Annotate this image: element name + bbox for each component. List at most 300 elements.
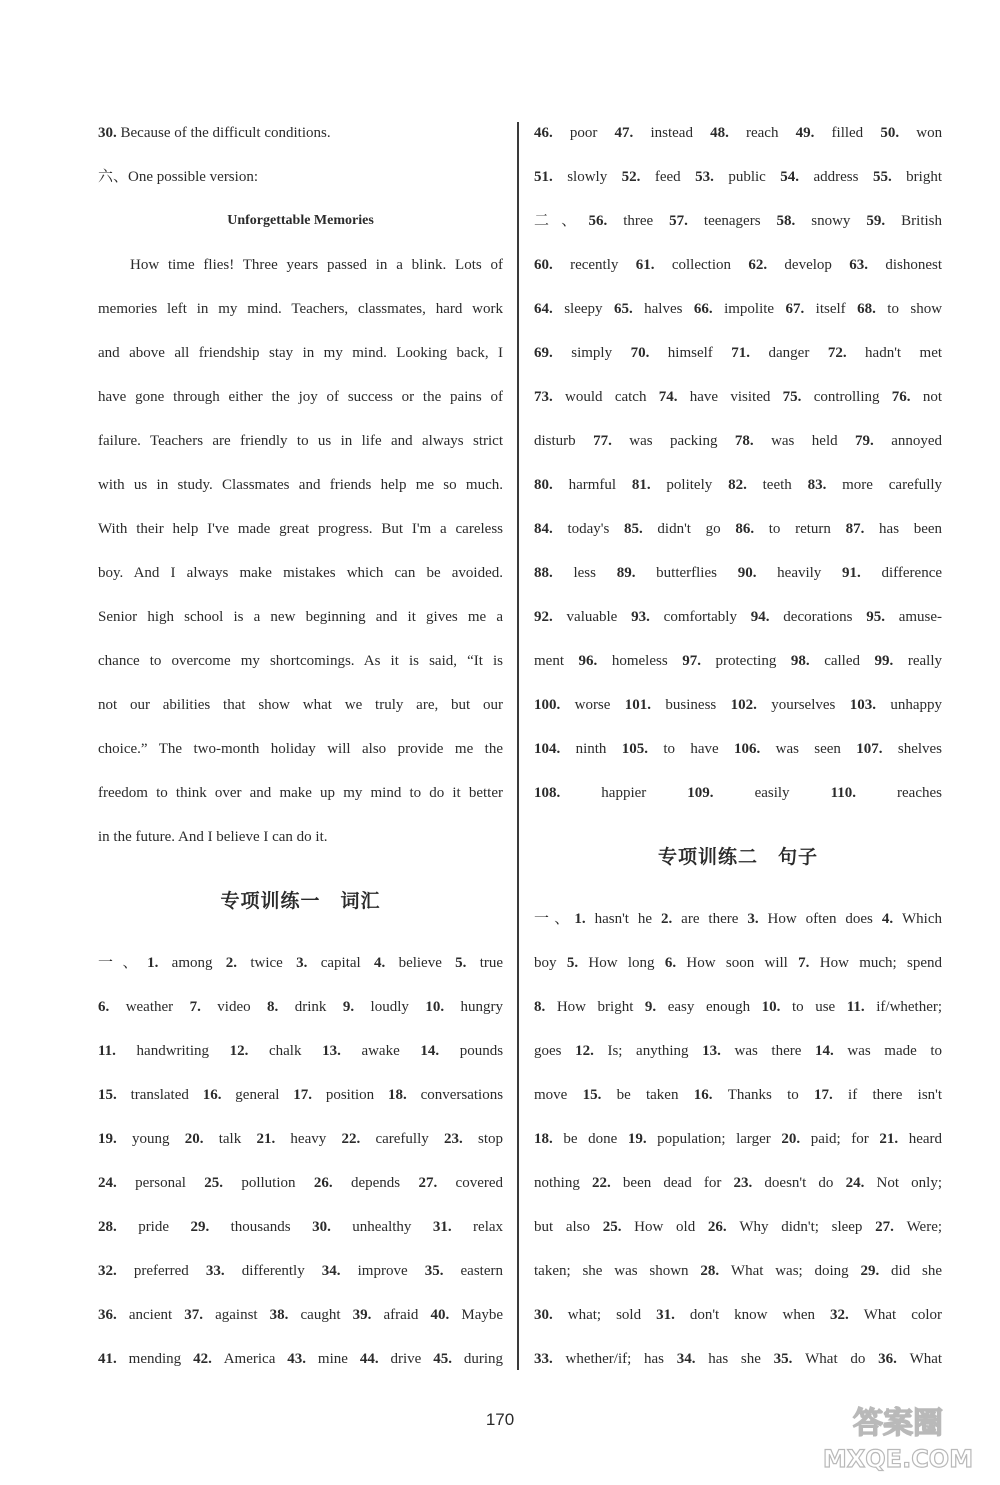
answer-number: 56. [588, 213, 624, 229]
answer-text: Why didn't; sleep [739, 1219, 876, 1235]
answer-number: 10. [761, 999, 792, 1015]
answer-number: 19. [98, 1131, 132, 1147]
answer-text: heavy [290, 1131, 342, 1147]
answer-number: 11. [846, 999, 877, 1015]
essay-line: memories left in my mind. Teachers, classmates, hard work [98, 301, 503, 317]
answer-text: would catch [565, 389, 659, 405]
answer-number: 72. [827, 345, 866, 361]
answer-text: loudly [370, 999, 426, 1015]
essay-line: have gone through either the joy of success or the pains of [98, 389, 503, 405]
answer-number: 62. [748, 257, 785, 273]
answer-number: 12. [229, 1043, 269, 1059]
answer-number: 6. [98, 999, 126, 1015]
answer-line [98, 992, 503, 1036]
answer-text: taken; she was shown [534, 1263, 701, 1279]
answer-number: 31. [432, 1219, 474, 1235]
answer-text: Which [902, 911, 942, 927]
essay-line: How time flies! Three years passed in a blink. Lots of [130, 257, 503, 273]
answer-text: twice [250, 955, 297, 971]
answer-text: chalk [268, 1043, 323, 1059]
answer-text: sleepy [564, 301, 614, 317]
answer-number: 3. [747, 911, 768, 927]
answer-line [534, 1080, 942, 1124]
answer-number: 48. [710, 125, 746, 141]
answer-number: 22. [592, 1175, 623, 1191]
answer-text: British [901, 213, 942, 229]
answer-text: drink [294, 999, 343, 1015]
answer-text: relax [473, 1219, 504, 1235]
answer-number: 99. [874, 653, 908, 669]
answer-text: differently [241, 1263, 322, 1279]
answer-text: among [171, 955, 226, 971]
essay-body [98, 250, 503, 866]
answer-text: What was; doing [730, 1263, 861, 1279]
answer-text: poor [569, 125, 615, 141]
answer-text: whether/if; has [565, 1351, 677, 1367]
answer-line [534, 470, 942, 514]
answer-text: conversations [420, 1087, 504, 1103]
answer-text: pollution [241, 1175, 314, 1191]
answer-number: 84. [534, 521, 568, 537]
answer-text: How much; spend [819, 955, 943, 971]
answer-number: 10. [425, 999, 461, 1015]
answer-text: if/whether; [876, 999, 943, 1015]
answer-text: to use [791, 999, 847, 1015]
page-number: 170 [485, 1410, 515, 1429]
answer-number: 15. [582, 1087, 617, 1103]
answer-number: 57. [669, 213, 704, 229]
answer-number: 24. [98, 1175, 136, 1191]
sentence-answers [534, 904, 942, 1388]
answer-number: 3. [296, 955, 321, 971]
essay-line: With their help I've made great progress. But I'm a careless [98, 521, 503, 537]
answer-number: 97. [682, 653, 716, 669]
answer-number: 18. [534, 1131, 564, 1147]
answer-number: 37. [184, 1307, 216, 1323]
section-marker: 二、 [534, 213, 589, 229]
answer-line [534, 778, 942, 822]
answer-number: 38. [269, 1307, 301, 1323]
answer-text: amuse- [898, 609, 943, 625]
answer-number: 5. [455, 955, 480, 971]
answer-number: 2. [660, 911, 682, 927]
answer-number: 65. [613, 301, 645, 317]
answer-number: 77. [593, 433, 630, 449]
answer-number: 27. [418, 1175, 456, 1191]
answer-text: translated [130, 1087, 203, 1103]
answer-text: improve [357, 1263, 425, 1279]
answer-number: 31. [656, 1307, 690, 1323]
answer-number: 16. [693, 1087, 728, 1103]
answer-text: was packing [629, 433, 735, 449]
answer-number: 44. [359, 1351, 391, 1367]
answer-number: 83. [807, 477, 843, 493]
answer-number: 88. [534, 565, 574, 581]
answer-text: Maybe [461, 1307, 504, 1323]
answer-number: 49. [795, 125, 832, 141]
heading-sentences: 专项训练二 句子 [657, 846, 818, 868]
answer-number: 7. [189, 999, 218, 1015]
answer-text: hasn't he [594, 911, 661, 927]
answer-text: covered [455, 1175, 504, 1191]
answer-text: drive [390, 1351, 434, 1367]
answer-line [98, 1300, 503, 1344]
answer-text: paid; for [810, 1131, 880, 1147]
answer-text: was there [734, 1043, 815, 1059]
answer-text: have visited [689, 389, 783, 405]
answer-number: 14. [420, 1043, 460, 1059]
answer-line [534, 118, 942, 162]
answer-number: 28. [98, 1219, 139, 1235]
answer-line [534, 1036, 942, 1080]
answer-text: be taken [616, 1087, 694, 1103]
answer-text: How bright [556, 999, 645, 1015]
answer-number: 2. [225, 955, 251, 971]
answer-number: 39. [352, 1307, 384, 1323]
answer-text: pride [138, 1219, 191, 1235]
answer-text: reach [746, 125, 796, 141]
answer-text: awake [361, 1043, 421, 1059]
left-column [98, 118, 503, 1388]
answer-text: eastern [460, 1263, 503, 1279]
section-marker: 一、 [98, 955, 148, 971]
answer-text: depends [350, 1175, 419, 1191]
answer-number: 59. [866, 213, 902, 229]
answer-number: 24. [845, 1175, 877, 1191]
answer-text: develop [784, 257, 850, 273]
answer-text: Were; [906, 1219, 943, 1235]
answer-number: 12. [575, 1043, 608, 1059]
column-divider [517, 122, 519, 1370]
answer-line [534, 1344, 942, 1388]
answer-text: if there isn't [848, 1087, 943, 1103]
answer-number: 92. [534, 609, 567, 625]
section-marker: 一、 [534, 911, 575, 927]
answer-number: 54. [780, 169, 814, 185]
answer-line [534, 294, 942, 338]
answer-text: disturb [534, 433, 594, 449]
answer-number: 73. [534, 389, 566, 405]
answer-text: really [907, 653, 942, 669]
answer-line [534, 558, 942, 602]
answer-text: carefully [375, 1131, 444, 1147]
answer-number: 43. [287, 1351, 318, 1367]
answer-text: has been [879, 521, 943, 537]
answer-text: nothing [534, 1175, 592, 1191]
answer-text: didn't go [657, 521, 736, 537]
answer-text: easily [754, 785, 831, 801]
answer-number: 18. [388, 1087, 421, 1103]
answer-line [98, 1344, 503, 1388]
answer-line [98, 1168, 503, 1212]
answer-text: How old [634, 1219, 708, 1235]
answer-text: recently [570, 257, 636, 273]
answer-number: 6. [664, 955, 687, 971]
answer-text: to return [768, 521, 846, 537]
answer-line [534, 426, 942, 470]
answer-text: unhappy [890, 697, 943, 713]
answer-text: valuable [566, 609, 632, 625]
answer-number: 36. [98, 1307, 129, 1323]
answer-number: 13. [322, 1043, 362, 1059]
answer-line [534, 250, 942, 294]
essay-line: and above all friendship stay in my mind. Looking back, I [98, 345, 503, 361]
section-six-label: 六、One possible version: [98, 169, 258, 185]
answer-text: filled [831, 125, 881, 141]
answer-text: hungry [460, 999, 503, 1015]
answer-number: 76. [891, 389, 923, 405]
answer-number: 9. [342, 999, 371, 1015]
answer-text: less [573, 565, 617, 581]
answer-number: 5. [566, 955, 589, 971]
answer-number: 34. [676, 1351, 709, 1367]
answer-text: ment [534, 653, 579, 669]
answer-text: protecting [715, 653, 791, 669]
answer-text: shelves [897, 741, 943, 757]
answer-number: 15. [98, 1087, 131, 1103]
answer-text: was held [771, 433, 856, 449]
answer-number: 102. [730, 697, 772, 713]
answer-number: 17. [293, 1087, 326, 1103]
answer-number: 80. [534, 477, 569, 493]
answer-number: 110. [830, 785, 898, 801]
answer-text: pounds [459, 1043, 504, 1059]
answer-line [534, 514, 942, 558]
answer-number: 105. [621, 741, 664, 757]
answer-number: 28. [700, 1263, 731, 1279]
answer-number: 98. [790, 653, 825, 669]
essay-line: in the future. And I believe I can do it. [98, 829, 328, 845]
answer-number: 19. [627, 1131, 658, 1147]
answer-number: 4. [881, 911, 903, 927]
answer-text: difference [881, 565, 943, 581]
answer-text: ancient [128, 1307, 185, 1323]
answer-text: itself [815, 301, 858, 317]
answer-text: impolite [724, 301, 786, 317]
answer-number: 42. [193, 1351, 224, 1367]
answer-text: are there [681, 911, 748, 927]
answer-line [534, 734, 942, 778]
answer-number: 4. [374, 955, 399, 971]
answer-number: 23. [444, 1131, 478, 1147]
answer-line [98, 948, 503, 992]
answer-number: 21. [879, 1131, 909, 1147]
answer-number: 16. [202, 1087, 236, 1103]
answer-text: has she [708, 1351, 774, 1367]
answer-text: afraid [383, 1307, 431, 1323]
answer-text: What do [805, 1351, 879, 1367]
answer-text: preferred [133, 1263, 206, 1279]
answer-number: 90. [737, 565, 778, 581]
answer-text: don't know when [689, 1307, 830, 1323]
answer-text: believe [398, 955, 456, 971]
answer-text: stop [477, 1131, 503, 1147]
answer-text: during [463, 1351, 504, 1367]
answer-text: harmful [568, 477, 632, 493]
answer-number: 40. [430, 1307, 462, 1323]
answer-text: annoyed [891, 433, 943, 449]
answer-text: video [217, 999, 268, 1015]
answer-30: 30. Because of the difficult conditions. [98, 125, 331, 141]
answer-text: not [922, 389, 942, 405]
answer-text: reaches [897, 785, 942, 801]
answer-number: 33. [205, 1263, 242, 1279]
answer-number: 47. [614, 125, 651, 141]
answer-text: How often does [767, 911, 882, 927]
answer-text: talk [218, 1131, 257, 1147]
answer-text: ninth [575, 741, 622, 757]
answer-line [534, 646, 942, 690]
answer-number: 109. [687, 785, 755, 801]
answer-line [534, 1168, 942, 1212]
answer-text: was made to [847, 1043, 943, 1059]
answer-text: snowy [811, 213, 867, 229]
answer-line [534, 1300, 942, 1344]
answer-number: 82. [728, 477, 763, 493]
answer-number: 63. [849, 257, 886, 273]
answer-text: to have [663, 741, 735, 757]
answer-number: 67. [785, 301, 816, 317]
answer-number: 75. [782, 389, 814, 405]
answer-number: 35. [773, 1351, 806, 1367]
answer-number: 45. [433, 1351, 464, 1367]
answer-number: 20. [781, 1131, 811, 1147]
answer-number: 25. [204, 1175, 242, 1191]
vocab-answers-left [98, 948, 503, 1388]
answer-text: move [534, 1087, 583, 1103]
answer-text: dishonest [885, 257, 943, 273]
answer-number: 52. [621, 169, 655, 185]
answer-number: 85. [623, 521, 658, 537]
answer-number: 107. [856, 741, 898, 757]
answer-text: mine [317, 1351, 360, 1367]
answer-number: 104. [534, 741, 576, 757]
answer-number: 25. [602, 1219, 635, 1235]
essay-line: chance to overcome my shortcomings. As it is said, “It is [98, 653, 503, 669]
answer-number: 106. [734, 741, 776, 757]
answer-line [534, 690, 942, 734]
answer-number: 50. [880, 125, 917, 141]
answer-number: 53. [695, 169, 729, 185]
answer-number: 11. [98, 1043, 137, 1059]
answer-text: What color [863, 1307, 943, 1323]
answer-line [534, 382, 942, 426]
answer-number: 1. [147, 955, 172, 971]
answer-text: worse [574, 697, 625, 713]
answer-line [534, 948, 942, 992]
answer-number: 17. [814, 1087, 849, 1103]
answer-text: slowly [567, 169, 622, 185]
answer-number: 81. [631, 477, 667, 493]
watermark-top-text: 答案圈 [853, 1406, 943, 1441]
essay-line: freedom to think over and make up my mind to do it better [98, 785, 503, 801]
answer-text: to show [887, 301, 943, 317]
answer-text: but also [534, 1219, 603, 1235]
answer-text: heard [908, 1131, 943, 1147]
answer-number: 95. [866, 609, 899, 625]
answer-text: mending [128, 1351, 194, 1367]
answer-line [98, 1212, 503, 1256]
answer-number: 46. [534, 125, 570, 141]
answer-text: personal [135, 1175, 205, 1191]
watermark-logo [810, 1397, 986, 1475]
answer-number: 66. [693, 301, 725, 317]
answer-text: butterflies [656, 565, 738, 581]
essay-line: not our abilities that show what we truly are, but our [98, 697, 503, 713]
answer-text: more carefully [842, 477, 943, 493]
answer-number: 93. [631, 609, 664, 625]
answer-number: 27. [875, 1219, 907, 1235]
answer-number: 14. [815, 1043, 848, 1059]
answer-number: 41. [98, 1351, 129, 1367]
answer-text: heavily [777, 565, 843, 581]
answer-line [534, 338, 942, 382]
answer-number: 8. [267, 999, 295, 1015]
answer-number: 58. [776, 213, 812, 229]
answer-number: 108. [534, 785, 602, 801]
answer-line [534, 992, 942, 1036]
answer-number: 30. [312, 1219, 353, 1235]
answer-number: 68. [857, 301, 888, 317]
heading-vocabulary: 专项训练一 词汇 [220, 890, 381, 912]
answer-text: teeth [762, 477, 808, 493]
answer-text: boy [534, 955, 567, 971]
answer-text: halves [644, 301, 694, 317]
vocab-answers-right [534, 118, 942, 822]
answer-number: 29. [190, 1219, 231, 1235]
answer-text: yourselves [771, 697, 850, 713]
answer-number: 26. [707, 1219, 740, 1235]
answer-number: 20. [184, 1131, 219, 1147]
answer-text: weather [125, 999, 190, 1015]
answer-number: 7. [798, 955, 820, 971]
answer-number: 9. [644, 999, 668, 1015]
answer-number: 60. [534, 257, 571, 273]
answer-number: 21. [256, 1131, 291, 1147]
answer-text: population; larger [657, 1131, 782, 1147]
answer-text: public [728, 169, 781, 185]
watermark-bottom-text: MXQE.COM [822, 1445, 974, 1473]
answer-text: How long [588, 955, 665, 971]
answer-text: capital [320, 955, 374, 971]
answer-text: called [824, 653, 875, 669]
answer-text: true [479, 955, 504, 971]
answer-line [534, 162, 942, 206]
answer-text: hadn't met [865, 345, 943, 361]
answer-text: homeless [611, 653, 683, 669]
answer-number: 32. [98, 1263, 134, 1279]
answer-number: 96. [578, 653, 612, 669]
answer-text: did she [891, 1263, 943, 1279]
answer-line [534, 1212, 942, 1256]
answer-number: 101. [624, 697, 666, 713]
answer-line [98, 1124, 503, 1168]
answer-text: business [665, 697, 731, 713]
answer-text: thousands [230, 1219, 313, 1235]
answer-number: 35. [424, 1263, 461, 1279]
answer-number: 23. [733, 1175, 765, 1191]
answer-number: 51. [534, 169, 568, 185]
answer-text: simply [571, 345, 631, 361]
answer-text: won [916, 125, 943, 141]
essay-title: Unforgettable Memories [227, 213, 374, 228]
answer-number: 36. [878, 1351, 910, 1367]
essay-line: failure. Teachers are friendly to us in life and always strict [98, 433, 503, 449]
answer-line [534, 1256, 942, 1300]
answer-text: position [325, 1087, 388, 1103]
answer-text: Is; anything [607, 1043, 703, 1059]
answer-text: been dead for [622, 1175, 734, 1191]
